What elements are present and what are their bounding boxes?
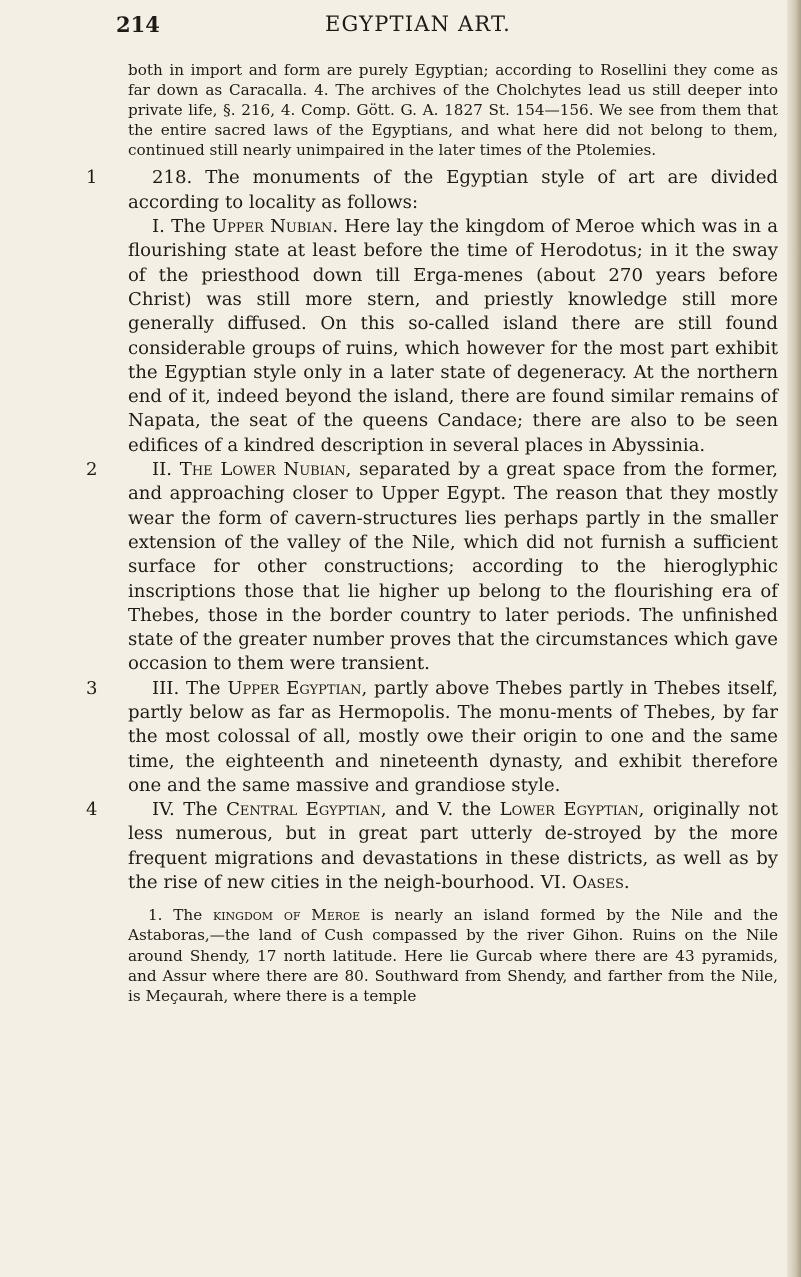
- paragraph-label-number: II.: [152, 459, 180, 481]
- margin-marker: 4: [86, 799, 98, 821]
- footnote-prefix: 1. The: [148, 906, 213, 925]
- margin-marker: 1: [86, 167, 98, 189]
- paragraph-upper-nubian: [128, 215, 778, 458]
- page-number: 214: [116, 12, 160, 37]
- footnote: [128, 905, 778, 1005]
- page-body: [86, 60, 779, 1006]
- paragraph-label: Central Egyptian,: [226, 799, 387, 821]
- paragraph-label-3: Oases.: [572, 872, 630, 894]
- page-header: [0, 12, 801, 42]
- paragraph-label-number: IV. The: [152, 799, 227, 821]
- paragraph-lower-nubian: [86, 458, 778, 677]
- section-text: 218. The monuments of the Egyptian style of art are divided according to locality as follows:: [128, 167, 778, 213]
- section-218: [86, 166, 779, 895]
- footnote-label: kingdom of Meroe: [212, 906, 361, 925]
- paragraph-label-2: Lower Egyptian,: [499, 799, 645, 821]
- paragraph-text: partly above Thebes partly in Thebes itself, partly below as far as Hermopolis. The monu-ments of Thebes, by far the most colossal of all, mostly owe their origin to one and the same time, the eighteenth and nineteenth dynasty, and exhibit therefore one and the same massive and grandiose style.: [128, 677, 778, 796]
- section-heading-paragraph: [86, 166, 778, 215]
- paragraph-label: The Lower Nubian,: [179, 459, 352, 481]
- paragraph-label-number: III. The: [152, 677, 228, 699]
- page-edge: [787, 0, 801, 1277]
- margin-marker: 3: [86, 677, 98, 699]
- intro-paragraph: both in import and form are purely Egyptian; according to Rosellini they come as far down as Caracalla. 4. The archives of the Cholchytes lead us still deeper into private life, §. 216, 4. Comp. Gött. G. A. 1827 St. 154—156. We see from them that the entire sacred laws of the Egyptians, and what here did not belong to them, continued still nearly unimpaired in the later times of the Ptolemies.: [128, 61, 778, 160]
- margin-marker: 2: [86, 459, 98, 481]
- paragraph-label: Upper Egyptian,: [227, 677, 368, 699]
- paragraph-label: Upper Nubian.: [211, 216, 339, 238]
- paragraph-text: separated by a great space from the former, and approaching closer to Upper Egypt. The reason that they mostly wear the form of cavern-structures lies perhaps partly in the smaller extension of the valley of the Nile, which did not furnish a sufficient surface for other constructions; according to the hieroglyphic inscriptions those that lie higher up belong to the flourishing era of Thebes, those in the border country to later periods. The unfinished state of the greater number proves that the circumstances which gave occasion to them were transient.: [128, 459, 778, 675]
- footnote-text: is nearly an island formed by the Nile and the Astaboras,—the land of Cush compassed by the river Gihon. Ruins on the Nile around Shendy, 17 north latitude. Here lie Gurcab where there are 43 pyramids, and Assur where there are 80. Southward from Shendy, and farther from the Nile, is Meçaurah, where there is a temple: [128, 906, 778, 1005]
- paragraph-text: originally not less numerous, but in great part utterly de-stroyed by the more frequent migrations and devastations in these districts, as well as by the rise of new cities in the neigh-bourhood. VI.: [128, 799, 778, 894]
- paragraph-upper-egyptian: [86, 677, 778, 798]
- paragraph-text-mid: and V. the: [386, 799, 500, 821]
- running-head: EGYPTIAN ART.: [325, 12, 512, 36]
- paragraph-central-lower-egyptian: [86, 798, 778, 895]
- paragraph-label-number: I. The: [152, 216, 212, 238]
- paragraph-text: Here lay the kingdom of Meroe which was in a flourishing state at least before the time of Herodotus; in it the sway of the priesthood down till Erga-menes (about 270 years before Christ) was still more stern, and priestly knowledge still more generally diffused. On this so-called island there are still found considerable groups of ruins, which however for the most part exhibit the Egyptian style only in a later state of degeneracy. At the northern end of it, indeed beyond the island, there are found similar remains of Napata, the seat of the queens Candace; there are also to be seen edifices of a kindred description in several places in Abyssinia.: [128, 216, 779, 456]
